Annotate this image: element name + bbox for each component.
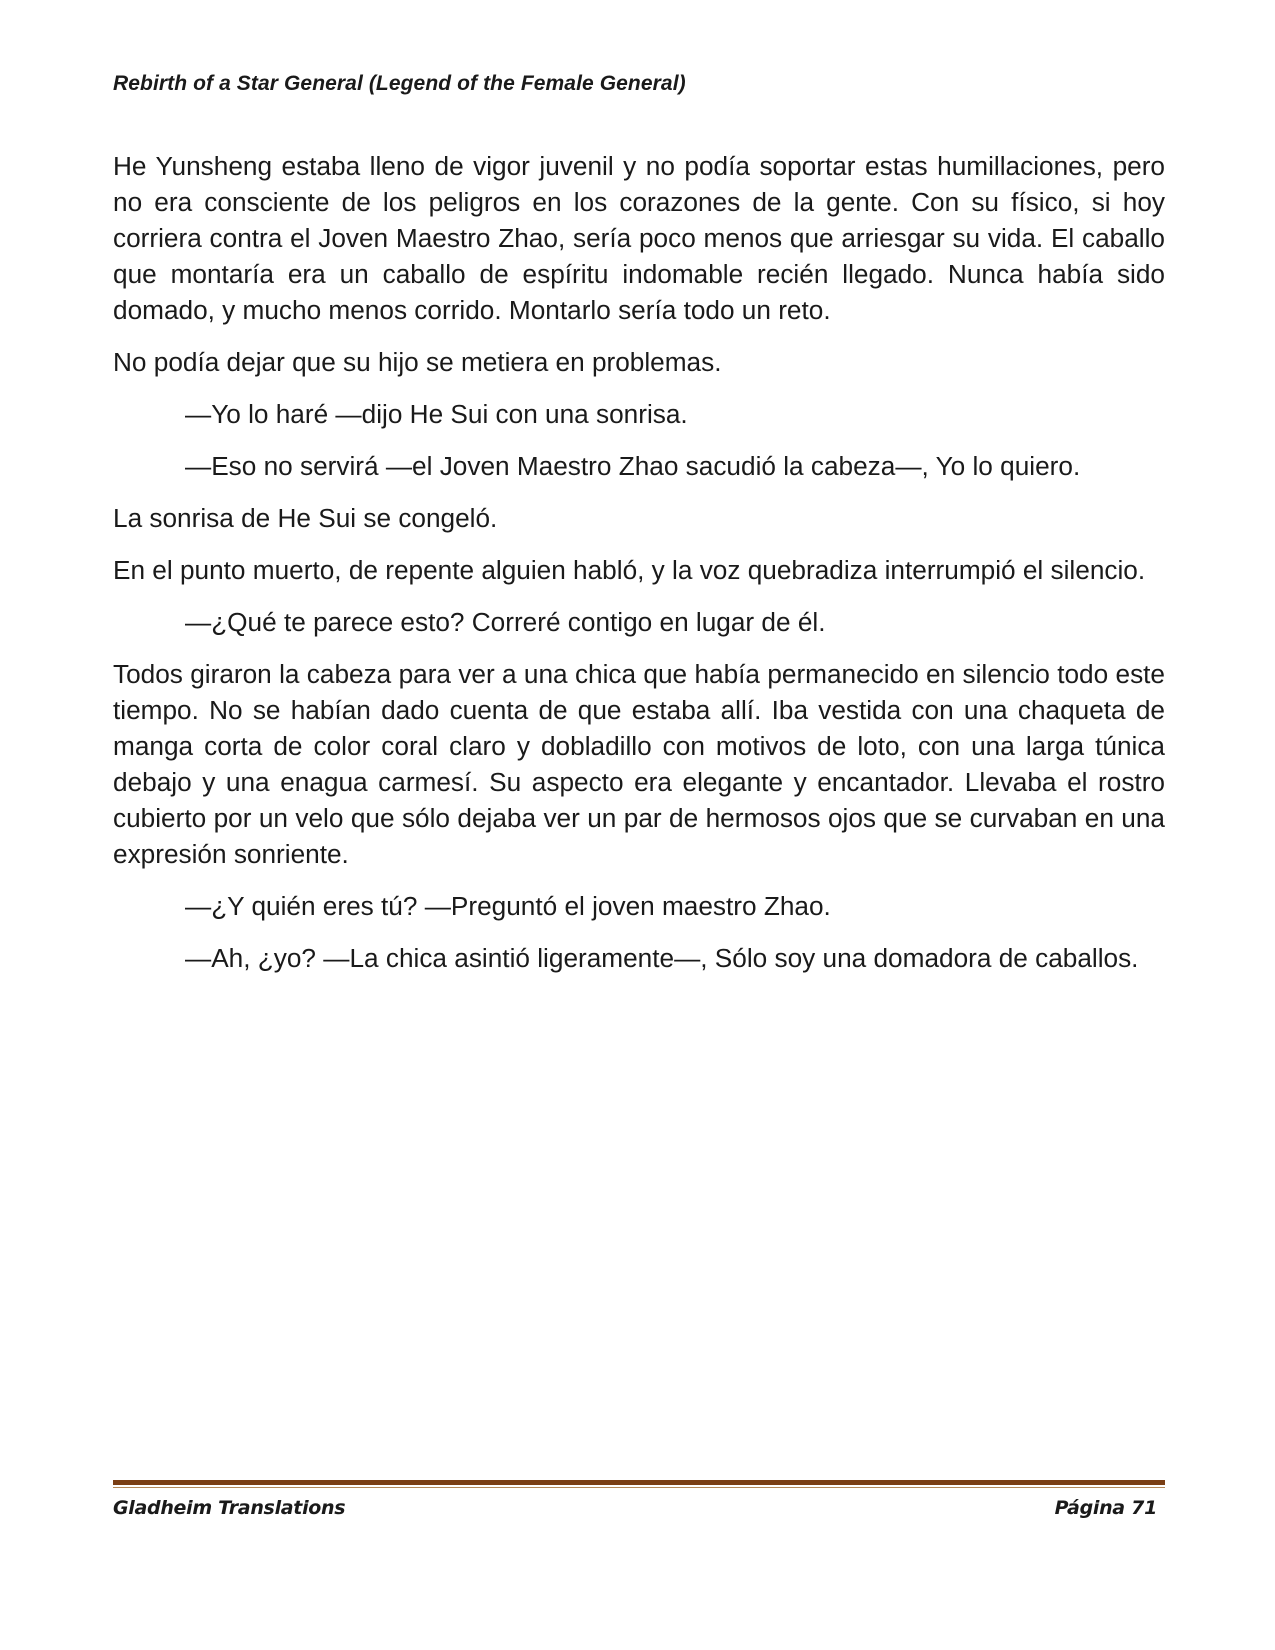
footer-publisher: Gladheim Translations: [113, 1497, 346, 1519]
footer-divider-thin: [113, 1487, 1165, 1488]
footer-divider: [113, 1480, 1165, 1488]
dialogue-paragraph: —¿Qué te parece esto? Correré contigo en lugar de él.: [185, 607, 826, 637]
paragraph: No podía dejar que su hijo se metiera en problemas.: [113, 347, 722, 377]
paragraph: He Yunsheng estaba lleno de vigor juvenil y no podía soportar estas humillaciones, pero no era consciente de los peligros en los corazones de la gente. Con su físico, si hoy corriera contra el Joven Maestro Zhao, sería poco menos que arriesgar su vida. El caballo que montaría era un caballo de espíritu indomable recién llegado. Nunca había sido domado, y mucho menos corrido. Montarlo sería todo un reto.: [113, 151, 1165, 325]
paragraph: Todos giraron la cabeza para ver a una chica que había permanecido en silencio todo este tiempo. No se habían dado cuenta de que estaba allí. Iba vestida con una chaqueta de manga corta de color coral claro y dobladillo con motivos de loto, con una larga túnica debajo y una enagua carmesí. Su aspecto era elegante y encantador. Llevaba el rostro cubierto por un velo que sólo dejaba ver un par de hermosos ojos que se curvaban en una expresión sonriente.: [113, 659, 1165, 869]
document-header-title: Rebirth of a Star General (Legend of the Female General): [113, 72, 686, 95]
dialogue-paragraph: —Eso no servirá —el Joven Maestro Zhao sacudió la cabeza—, Yo lo quiero.: [185, 451, 1081, 481]
footer-page-number: Página 71: [1054, 1497, 1157, 1519]
paragraph: En el punto muerto, de repente alguien habló, y la voz quebradiza interrumpió el silencio.: [113, 555, 1146, 585]
dialogue-paragraph: —Ah, ¿yo? —La chica asintió ligeramente—, Sólo soy una domadora de caballos.: [185, 943, 1139, 973]
dialogue-paragraph: —¿Y quién eres tú? —Preguntó el joven maestro Zhao.: [185, 891, 831, 921]
paragraph: La sonrisa de He Sui se congeló.: [113, 503, 498, 533]
document-body: [113, 148, 1165, 992]
dialogue-paragraph: —Yo lo haré —dijo He Sui con una sonrisa.: [185, 399, 688, 429]
